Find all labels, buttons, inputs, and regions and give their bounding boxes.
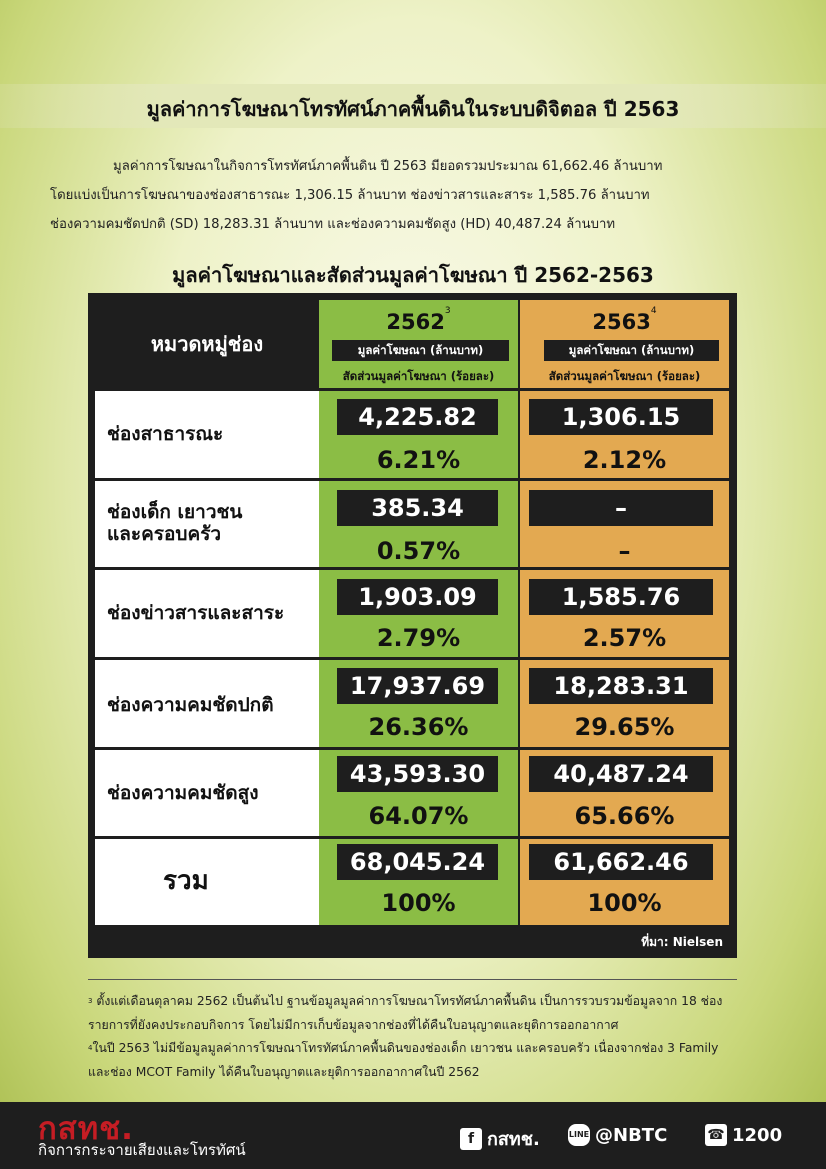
category-label: ช่องความคมชัดสูง — [107, 782, 259, 804]
table-cell-2562 — [319, 481, 518, 567]
ad-share: 100% — [587, 889, 662, 917]
ad-value: 4,225.82 — [337, 399, 498, 435]
facebook-icon: f — [460, 1128, 482, 1150]
table-cell-2562 — [319, 839, 518, 925]
ad-share: 29.65% — [574, 713, 675, 741]
ad-value: 61,662.46 — [529, 844, 713, 880]
table-row-category — [95, 570, 319, 657]
share-label: สัดส่วนมูลค่าโฆษณา (ร้อยละ) — [548, 369, 701, 383]
table-cell-2562 — [319, 660, 518, 747]
intro-line: มูลค่าการโฆษณาในกิจการโทรทัศน์ภาคพื้นดิน ปี 2563 มียอดรวมประมาณ 61,662.46 ล้านบาท — [113, 159, 663, 174]
footnote-mark: 3 — [88, 997, 93, 1005]
ad-value: – — [529, 490, 713, 526]
phone-icon: ☎ — [705, 1124, 727, 1146]
table-row-category — [95, 750, 319, 836]
ad-value: 68,045.24 — [337, 844, 498, 880]
table-cell-2563 — [520, 391, 729, 478]
table-row-category — [95, 391, 319, 478]
intro-paragraph — [50, 152, 750, 239]
category-label: ช่องสาธารณะ — [107, 423, 224, 445]
ad-value: 1,585.76 — [529, 579, 713, 615]
ad-value: 18,283.31 — [529, 668, 713, 704]
facebook-label: กสทช. — [487, 1129, 540, 1150]
table-cell-2563 — [520, 750, 729, 836]
footnote-text: ตั้งแต่เดือนตุลาคม 2562 เป็นต้นไป ฐานข้อมูลมูลค่าการโฆษณาโทรทัศน์ภาคพื้นดิน เป็นการรวบรวมข้อมูลจาก 18 ช่อง — [92, 994, 723, 1008]
line-label: @NBTC — [595, 1124, 668, 1146]
intro-line: ช่องความคมชัดปกติ (SD) 18,283.31 ล้านบาท และช่องความคมชัดสูง (HD) 40,487.24 ล้านบาท — [50, 217, 616, 232]
header-2562 — [319, 300, 518, 388]
page-title: มูลค่าการโฆษณาโทรทัศน์ภาคพื้นดินในระบบดิจิตอล ปี 2563 — [146, 97, 680, 121]
footnote-ref: 4 — [650, 306, 657, 316]
phone-link[interactable] — [705, 1124, 782, 1146]
table-title: มูลค่าโฆษณาและสัดส่วนมูลค่าโฆษณา ปี 2562-2563 — [172, 263, 654, 287]
ad-value: 17,937.69 — [337, 668, 498, 704]
table-cell-2562 — [319, 750, 518, 836]
value-label: มูลค่าโฆษณา (ล้านบาท) — [332, 340, 509, 361]
ad-share: 65.66% — [574, 802, 675, 830]
ad-share: 100% — [381, 889, 456, 917]
total-label: รวม — [163, 866, 209, 896]
ad-share: 2.57% — [582, 624, 667, 652]
table-cell-2563 — [520, 570, 729, 657]
ad-value: 385.34 — [337, 490, 498, 526]
year-label: 2563 — [592, 310, 651, 334]
ad-value: 1,306.15 — [529, 399, 713, 435]
footnote-text: ในปี 2563 ไม่มีข้อมูลมูลค่าการโฆษณาโทรทัศน์ภาคพื้นดินของช่องเด็ก เยาวชน และครอบครัว เนื่องจากช่อง 3 Family — [92, 1041, 719, 1055]
nbtc-logo: กสทช. — [38, 1111, 134, 1147]
footnote-4 — [88, 1037, 748, 1061]
ad-share: 0.57% — [376, 537, 461, 565]
phone-label: 1200 — [732, 1124, 783, 1146]
ad-share: 26.36% — [368, 713, 469, 741]
line-icon: LINE — [568, 1124, 590, 1146]
org-name: กิจการกระจายเสียงและโทรทัศน์ — [38, 1141, 246, 1159]
facebook-link[interactable] — [460, 1124, 540, 1153]
footnote-mark: 4 — [88, 1044, 93, 1052]
category-label: และครอบครัว — [107, 523, 222, 545]
ad-share: 64.07% — [368, 802, 469, 830]
table-row-total — [95, 839, 319, 925]
footnote-3 — [88, 990, 748, 1014]
category-label: ช่องข่าวสารและสาระ — [107, 602, 285, 624]
table-cell-2563 — [520, 660, 729, 747]
line-link[interactable] — [568, 1124, 667, 1146]
category-label: ช่องความคมชัดปกติ — [107, 694, 274, 716]
ad-share: 6.21% — [376, 446, 461, 474]
ad-value: 40,487.24 — [529, 756, 713, 792]
value-label: มูลค่าโฆษณา (ล้านบาท) — [544, 340, 719, 361]
table-row-category — [95, 660, 319, 747]
divider — [88, 979, 737, 980]
source-note: ที่มา: Nielsen — [641, 935, 723, 949]
footnote-ref: 3 — [444, 306, 451, 316]
header-category: หมวดหมู่ช่อง — [95, 300, 319, 388]
table-cell-2563 — [520, 839, 729, 925]
table-row-category — [95, 481, 319, 567]
title-bar — [0, 84, 826, 128]
ad-share: 2.12% — [582, 446, 667, 474]
table-cell-2563 — [520, 481, 729, 567]
ad-share: – — [618, 537, 631, 565]
share-label: สัดส่วนมูลค่าโฆษณา (ร้อยละ) — [342, 369, 495, 383]
category-label: ช่องเด็ก เยาวชน — [107, 501, 243, 523]
header-2563 — [520, 300, 729, 388]
footnotes — [88, 990, 748, 1084]
table-cell-2562 — [319, 391, 518, 478]
ad-value: 43,593.30 — [337, 756, 498, 792]
year-label: 2562 — [386, 310, 445, 334]
ad-share: 2.79% — [376, 624, 461, 652]
ad-value: 1,903.09 — [337, 579, 498, 615]
table-cell-2562 — [319, 570, 518, 657]
footnote-text: รายการที่ยังคงประกอบกิจการ โดยไม่มีการเก็บข้อมูลจากช่องที่ได้คืนใบอนุญาตและยุติการออกอากาศ — [88, 1017, 619, 1032]
intro-line: โดยแบ่งเป็นการโฆษณาของช่องสาธารณะ 1,306.15 ล้านบาท ช่องข่าวสารและสาระ 1,585.76 ล้านบาท — [50, 188, 650, 203]
footnote-text: และช่อง MCOT Family ได้คืนใบอนุญาตและยุติการออกอากาศในปี 2562 — [88, 1064, 480, 1079]
